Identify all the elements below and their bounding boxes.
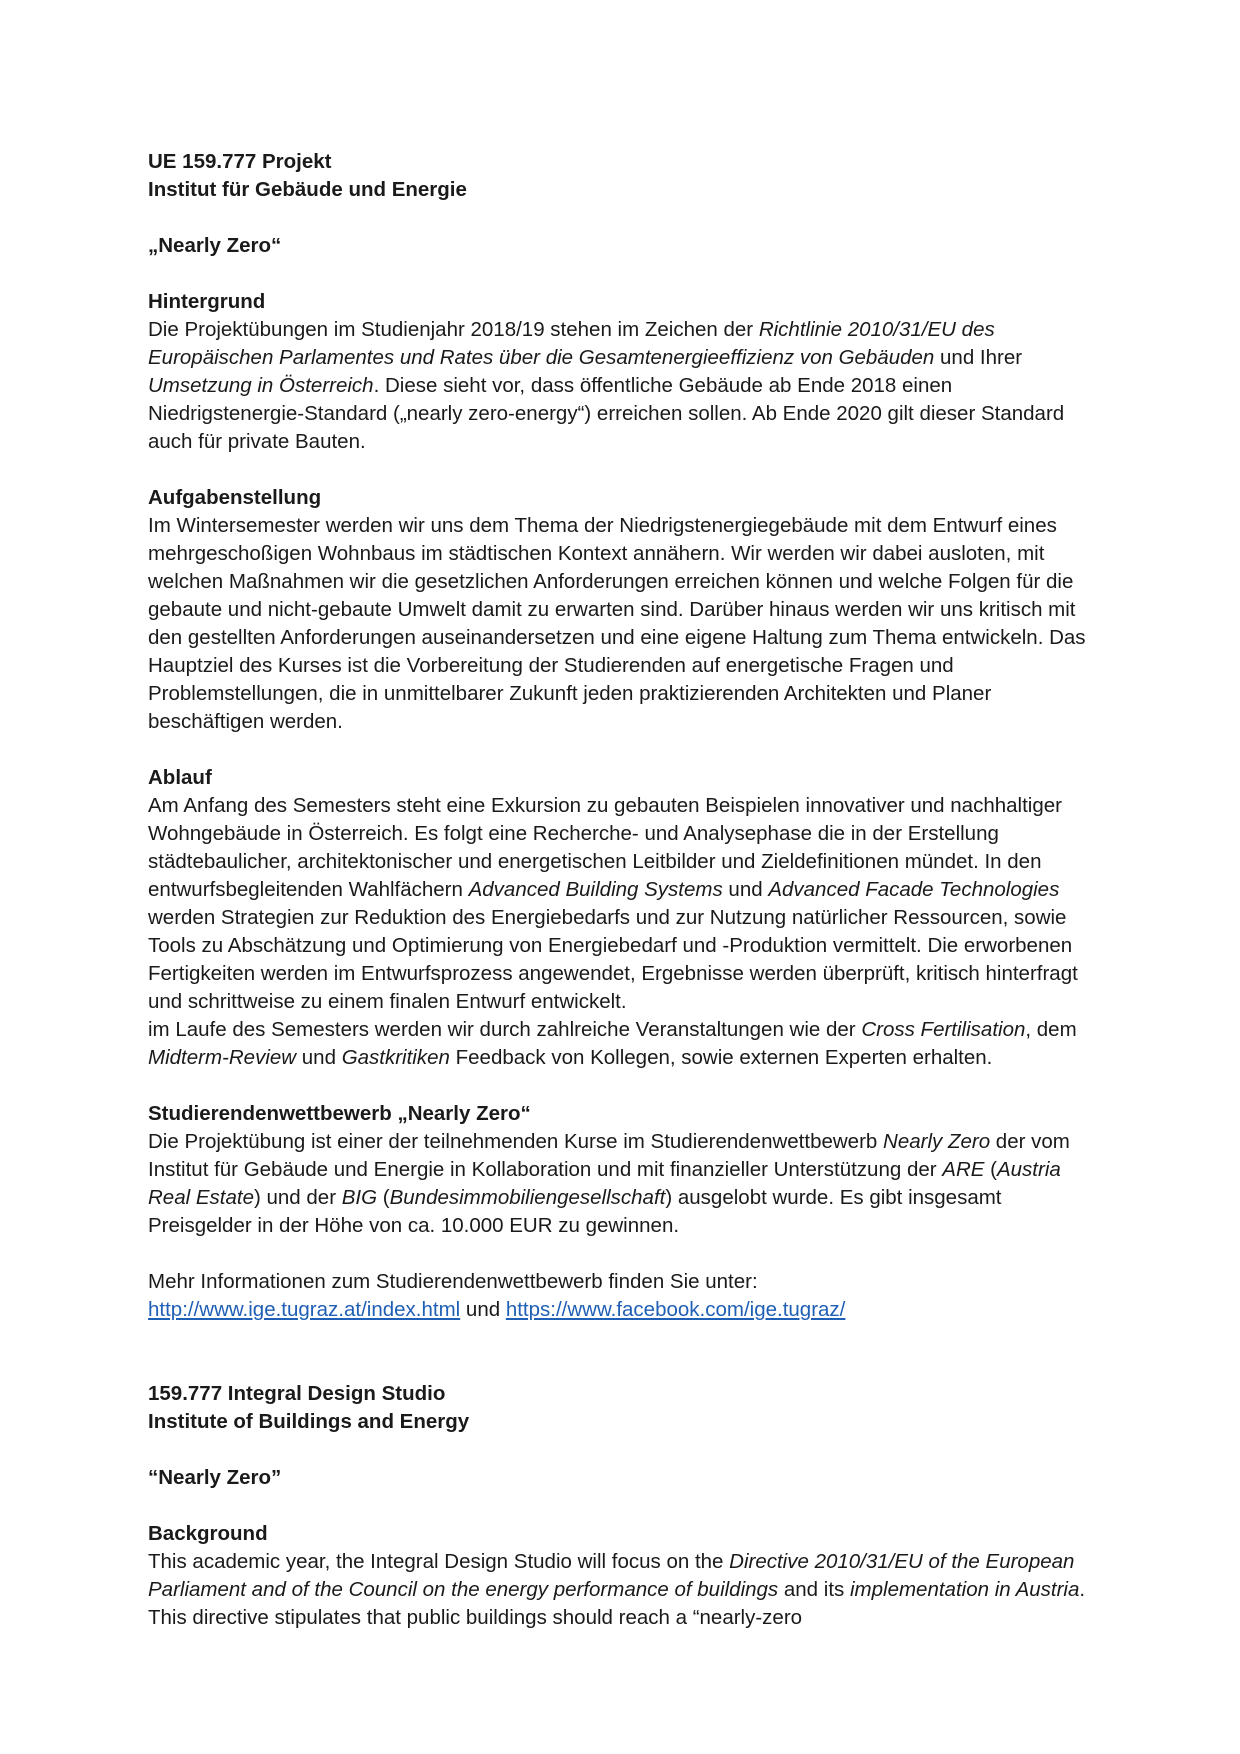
- italic-run: ARE: [942, 1158, 985, 1181]
- spacer: [148, 1240, 1108, 1268]
- paragraph-background: [148, 1548, 1108, 1632]
- course-line-en: 159.777 Integral Design Studio: [148, 1382, 446, 1405]
- document-title: „Nearly Zero“: [148, 234, 282, 257]
- text-run: im Laufe des Semesters werden wir durch zahlreiche Veranstaltungen wie der: [148, 1018, 862, 1041]
- spacer: [148, 456, 1108, 484]
- text-run: (: [377, 1186, 390, 1209]
- italic-run: Bundesimmobiliengesellschaft: [389, 1186, 666, 1209]
- document-page: [148, 148, 1108, 1632]
- section-heading-ablauf: Ablauf: [148, 766, 212, 789]
- italic-run: Directive 2010/31/EU of the European Parliament and of the Council on the energy performance of buildings: [148, 1550, 1075, 1601]
- spacer: [148, 260, 1108, 288]
- text-run: This academic year, the Integral Design Studio will focus on the: [148, 1550, 730, 1573]
- italic-run: Richtlinie 2010/31/EU des Europäischen Parlamentes und Rates über die Gesamtenergieeffizienz von Gebäuden: [148, 318, 995, 369]
- italic-run: Advanced Facade Technologies: [768, 878, 1060, 901]
- text-run: Die Projektübung ist einer der teilnehmenden Kurse im Studierendenwettbewerb: [148, 1130, 884, 1153]
- text-run: und Ihrer: [934, 346, 1023, 369]
- info-line: Mehr Informationen zum Studierendenwettbewerb finden Sie unter:: [148, 1270, 758, 1293]
- spacer: [148, 1324, 1108, 1352]
- text-run: und: [460, 1298, 506, 1321]
- paragraph-ablauf-feedback: [148, 1016, 1108, 1072]
- italic-run: Cross Fertilisation: [861, 1018, 1026, 1041]
- info-links: [148, 1296, 1108, 1324]
- text-run: Am Anfang des Semesters steht eine Exkursion zu gebauten Beispielen innovativer und nachhaltiger Wohngebäude in Österreich. Es folgt eine Recherche- und Analysephase die in der Erstellung städtebaulicher, architektonischer und energetischen Leitbilder und Zieldefinitionen mündet. In den entwurfsbegleitenden Wahlfächern: [148, 794, 1062, 901]
- text-run: . Diese sieht vor, dass öffentliche Gebäude ab Ende 2018 einen Niedrigstenergie-Standard („nearly zero-energy“) erreichen sollen. Ab Ende 2020 gilt dieser Standard auch für private Bauten.: [148, 374, 1065, 453]
- paragraph-ablauf: [148, 792, 1108, 1016]
- institute-line-en: Institute of Buildings and Energy: [148, 1410, 470, 1433]
- text-run: der vom Institut für Gebäude und Energie in Kollaboration und mit finanzieller Unterstützung der: [148, 1130, 1070, 1181]
- italic-run: Austria Real Estate: [148, 1158, 1061, 1209]
- spacer: [148, 1352, 1108, 1380]
- spacer: [148, 1492, 1108, 1520]
- paragraph-hintergrund: [148, 316, 1108, 456]
- document-title-en: “Nearly Zero”: [148, 1466, 282, 1489]
- paragraph-aufgabenstellung: Im Wintersemester werden wir uns dem Thema der Niedrigstenergiegebäude mit dem Entwurf eines mehrgeschoßigen Wohnbaus im städtischen Kontext annähern. Wir werden wir dabei ausloten, mit welchen Maßnahmen wir die gesetzlichen Anforderungen erreichen können und welche Folgen für die gebaute und nicht-gebaute Umwelt damit zu erwarten sind. Darüber hinaus werden wir uns kritisch mit den gestellten Anforderungen auseinandersetzen und eine eigene Haltung zum Thema entwickeln. Das Hauptziel des Kurses ist die Vorbereitung der Studierenden auf energetische Fragen und Problemstellungen, die in unmittelbarer Zukunft jeden praktizierenden Architekten und Planer beschäftigen werden.: [148, 514, 1086, 733]
- paragraph-wettbewerb: [148, 1128, 1108, 1240]
- italic-run: Nearly Zero: [883, 1130, 991, 1153]
- italic-run: Gastkritiken: [341, 1046, 450, 1069]
- section-heading-aufgabenstellung: Aufgabenstellung: [148, 486, 322, 509]
- course-line: UE 159.777 Projekt: [148, 150, 332, 173]
- spacer: [148, 204, 1108, 232]
- text-run: ) ausgelobt wurde. Es gibt insgesamt Preisgelder in der Höhe von ca. 10.000 EUR zu gewinnen.: [148, 1186, 1002, 1237]
- section-heading-hintergrund: Hintergrund: [148, 290, 266, 313]
- text-run: und: [722, 878, 769, 901]
- text-run: Die Projektübungen im Studienjahr 2018/19 stehen im Zeichen der: [148, 318, 759, 341]
- italic-run: Midterm-Review: [148, 1046, 297, 1069]
- italic-run: Advanced Building Systems: [468, 878, 723, 901]
- spacer: [148, 1072, 1108, 1100]
- section-heading-wettbewerb: Studierendenwettbewerb „Nearly Zero“: [148, 1102, 531, 1125]
- italic-run: BIG: [341, 1186, 378, 1209]
- text-run: werden Strategien zur Reduktion des Energiebedarfs und zur Nutzung natürlicher Ressourcen, sowie Tools zu Abschätzung und Optimierung von Energiebedarf und -Produktion vermittelt. Die erworbenen Fertigkeiten werden im Entwurfsprozess angewendet, Ergebnisse werden überprüft, kritisch hinterfragt und schrittweise zu einem finalen Entwurf entwickelt.: [148, 906, 1078, 1013]
- facebook-link[interactable]: https://www.facebook.com/ige.tugraz/: [505, 1298, 846, 1321]
- italic-run: Umsetzung in Österreich: [148, 374, 374, 397]
- spacer: [148, 736, 1108, 764]
- text-run: . This directive stipulates that public buildings should reach a “nearly-zero: [148, 1578, 1086, 1629]
- institute-line: Institut für Gebäude und Energie: [148, 178, 467, 201]
- text-run: ) und der: [253, 1186, 342, 1209]
- text-run: (: [984, 1158, 997, 1181]
- text-run: and its: [778, 1578, 850, 1601]
- text-run: Feedback von Kollegen, sowie externen Experten erhalten.: [449, 1046, 993, 1069]
- ige-website-link[interactable]: http://www.ige.tugraz.at/index.html: [148, 1298, 461, 1321]
- text-run: , dem: [1025, 1018, 1077, 1041]
- text-run: und: [296, 1046, 342, 1069]
- italic-run: implementation in Austria: [849, 1578, 1080, 1601]
- section-heading-background: Background: [148, 1522, 268, 1545]
- spacer: [148, 1436, 1108, 1464]
